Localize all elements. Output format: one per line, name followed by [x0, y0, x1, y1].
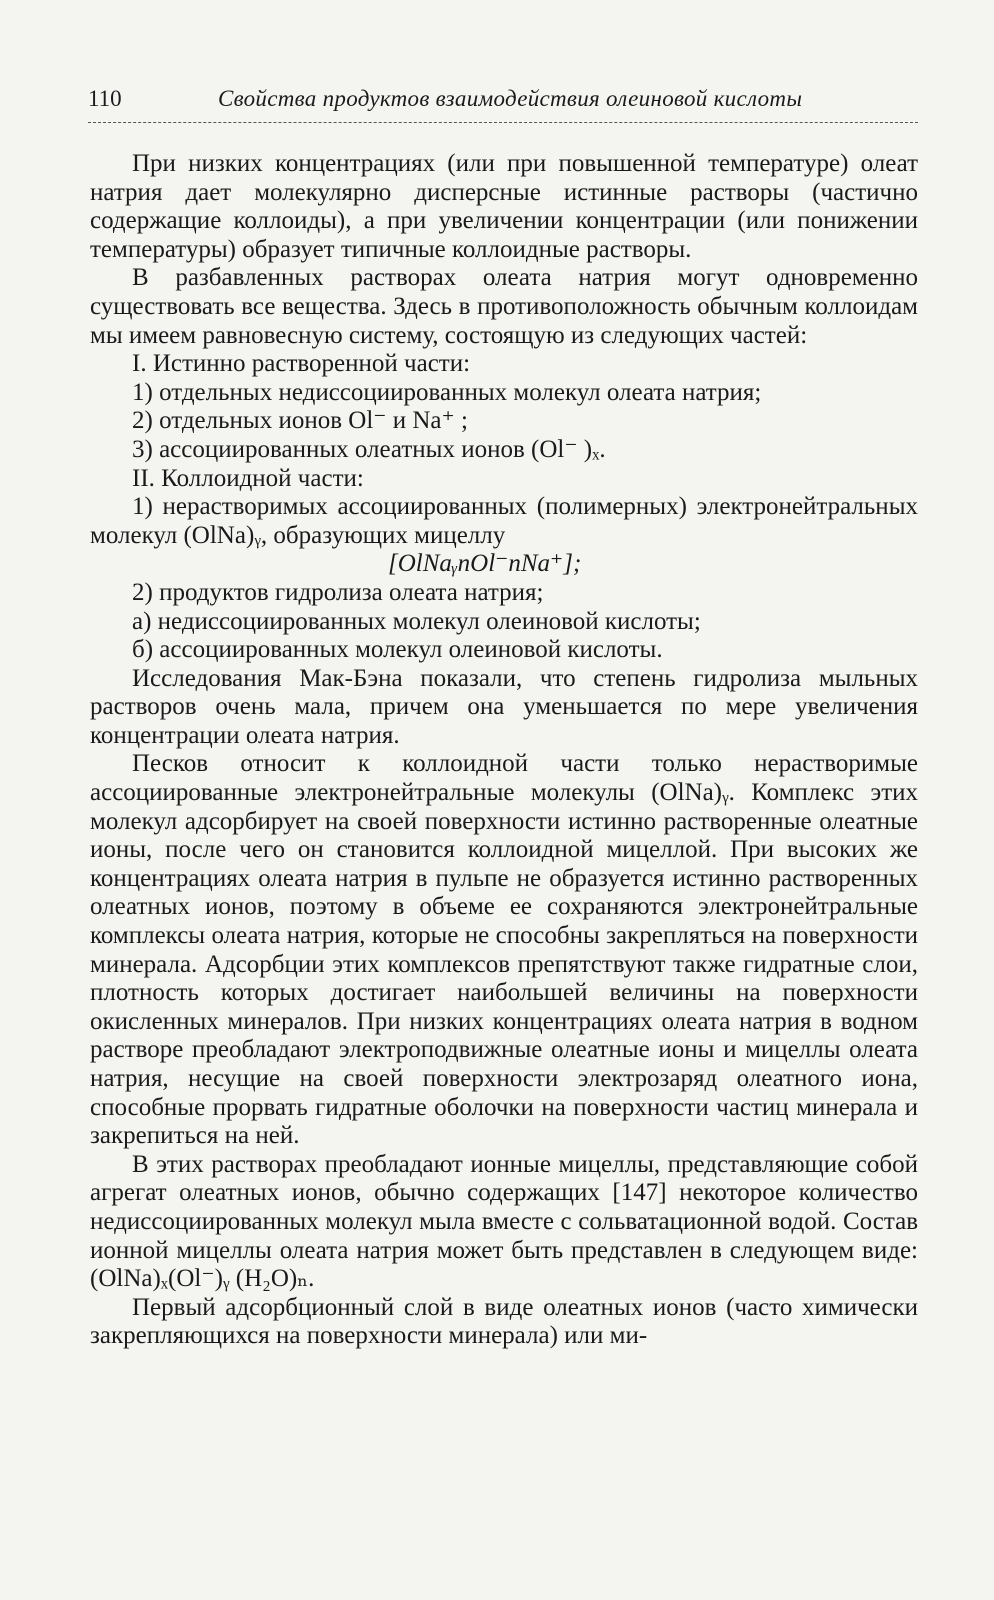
list-item: а) недиссоциированных молекул олеиновой кислоты; [132, 607, 701, 635]
paragraph-6: Первый адсорбционный слой в виде олеатных ионов (часто химически закрепляющихся на поверхности минерала) или ми- [90, 1293, 918, 1350]
list-item: 2) отдельных ионов Ol⁻ и Na⁺ ; [132, 407, 468, 435]
paragraph-2: В разбавленных растворах олеата натрия могут одновременно существовать все вещества. Здесь в противоположность обычным коллоидам мы имеем равновесную систему, состоящую из следующих частей: [90, 264, 918, 349]
list-section-2-title: II. Коллоидной части: [132, 464, 364, 492]
list-item: 1) отдельных недиссоциированных молекул олеата натрия; [132, 378, 762, 406]
paragraph-5: В этих растворах преобладают ионные мицеллы, представляющие собой агрегат олеатных ионов, обычно содержащих [147] некоторое количество недиссоциированных молекул мыла вместе с сольватационной водой. Состав ионной мицеллы олеата натрия может быть представлен в следующем виде: (OlNa)ₓ(Ol⁻)ᵧ (H₂O)ₙ. [90, 1150, 918, 1293]
page-header [88, 86, 918, 116]
list-item: 3) ассоциированных олеатных ионов (Ol⁻ )ₓ. [132, 435, 606, 463]
list-section-1-title: I. Истинно растворенной части: [132, 350, 471, 378]
paragraph-3: Исследования Мак-Бэна показали, что степень гидролиза мыльных растворов очень мала, причем она уменьшается по мере увеличения концентрации олеата натрия. [90, 664, 918, 749]
list-item: 2) продуктов гидролиза олеата натрия; [132, 578, 544, 606]
list-item: б) ассоциированных молекул олеиновой кислоты. [132, 636, 663, 664]
paragraph-1: При низких концентрациях (или при повышенной температуре) олеат натрия дает молекулярно дисперсные истинные растворы (частично содержащие коллоиды), а при увеличении концентрации (или понижении температуры) образует типичные коллоидные растворы. [90, 150, 918, 263]
main-text [90, 150, 918, 1351]
list-item: 1) нерастворимых ассоциированных (полимерных) электронейтральных молекул (OlNa)ᵧ, образующих мицеллу [90, 493, 918, 549]
micelle-formula: [OlNaᵧnOl⁻nNa⁺]; [388, 550, 582, 578]
running-title: Свойства продуктов взаимодействия олеиновой кислоты [218, 86, 803, 111]
page-number: 110 [88, 86, 122, 111]
paragraph-4: Песков относит к коллоидной части только нерастворимые ассоциированные электронейтральные молекулы (OlNa)ᵧ. Комплекс этих молекул адсорбирует на своей поверхности истинно растворенные олеатные ионы, после чего он становится коллоидной мицеллой. При высоких же концентрациях олеата натрия в пульпе не образуется истинно растворенных олеатных ионов, поэтому в объеме ее сохраняются электронейтральные комплексы олеата натрия, которые не способны закрепляться на поверхности минерала. Адсорбции этих комплексов препятствуют также гидратные слои, плотность которых достигает наибольшей величины на поверхности окисленных минералов. При низких концентрациях олеата натрия в водном растворе преобладают электроподвижные олеатные ионы и мицеллы олеата натрия, несущие на своей поверхности электрозаряд олеатного иона, способные прорвать гидратные оболочки на поверхности частиц минерала и закрепиться на ней. [90, 750, 918, 1150]
header-rule [88, 122, 918, 123]
